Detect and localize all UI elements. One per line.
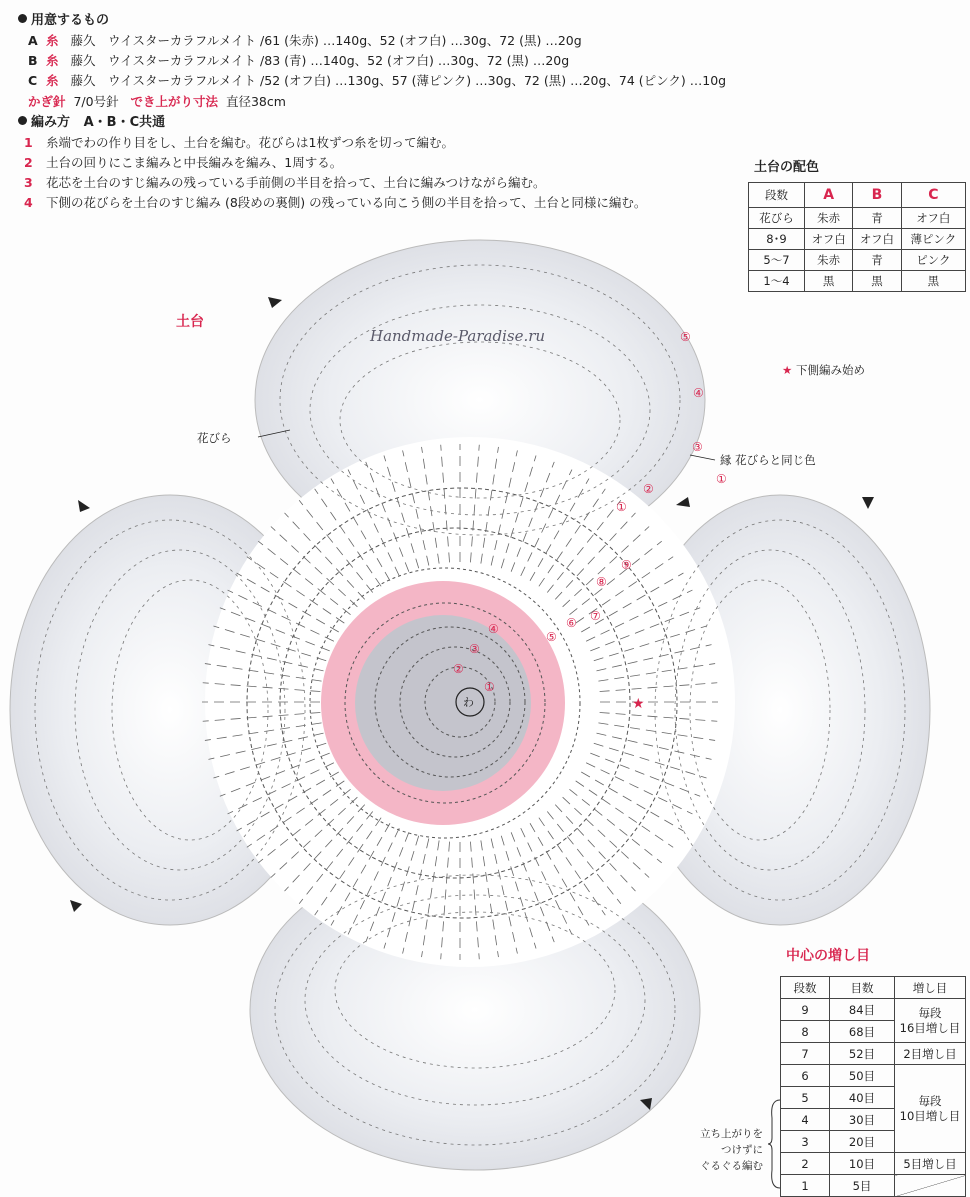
round-marker: ⑧ [596, 575, 607, 589]
watermark: Handmade-Paradise.ru [370, 327, 546, 345]
petal-label: 花びら [197, 431, 232, 445]
round-marker: ① [716, 472, 727, 486]
triangle-marker-icon [70, 900, 82, 912]
table-header: B [853, 183, 901, 208]
method-heading: 編み方 A・B・C共通 [18, 111, 165, 130]
round-marker: ⑨ [621, 558, 632, 572]
table-header: A [805, 183, 853, 208]
round-marker: ⑥ [566, 616, 577, 630]
step-1: 1 糸端でわの作り目をし、土台を編む。花びらは1枚ずつ糸を切って編む。 [24, 135, 454, 150]
table-row [781, 977, 966, 999]
yarn-line-b: B 糸 藤久 ウイスターカラフルメイト /83 (青) …140g、52 (オフ白) …30g、72 (黒) …20g [28, 53, 570, 68]
round-marker: ④ [693, 386, 704, 400]
table-row: 5 40目 [781, 1087, 966, 1109]
round-marker: ① [616, 500, 627, 514]
table-row: 1〜4 黒 黒 黒 [749, 271, 966, 292]
table-row: 1 5目 [781, 1175, 966, 1197]
round-marker: ⑦ [590, 609, 601, 623]
round-marker: ② [453, 662, 464, 676]
materials-heading: 用意するもの [18, 9, 109, 28]
edge-note: 縁 花びらと同じ色 [720, 453, 816, 467]
round-marker: ⑤ [680, 330, 691, 344]
triangle-marker-icon [78, 500, 90, 512]
table-header: C [901, 183, 965, 208]
round-marker: ④ [488, 622, 499, 636]
hook-size-line: かぎ針 7/0号針 でき上がり寸法 直径38cm [28, 94, 286, 109]
table-row: 8･9 オフ白 オフ白 薄ピンク [749, 229, 966, 250]
increase-table-title: 中心の増し目 [786, 948, 870, 964]
round-marker: ① [484, 680, 495, 694]
table-header: 目数 [830, 977, 895, 999]
table-header: 増し目 [895, 977, 966, 999]
table-row: 7 52目 2目増し目 [781, 1043, 966, 1065]
table-header: 段数 [749, 183, 805, 208]
triangle-marker-icon [862, 497, 874, 509]
round-marker: ② [643, 482, 654, 496]
color-table-title: 土台の配色 [754, 160, 820, 175]
round-marker: ③ [469, 642, 480, 656]
step-3: 3 花芯を土台のすじ編みの残っている手前側の半目を拾って、土台に編みつけながら編む。 [24, 175, 546, 190]
table-row: 8 68目 [781, 1021, 966, 1043]
table-row: 5〜7 朱赤 青 ピンク [749, 250, 966, 271]
triangle-marker-icon [268, 297, 282, 308]
table-row: 4 30目 [781, 1109, 966, 1131]
star-icon: ★ [632, 696, 645, 712]
round-marker: ⑤ [546, 630, 557, 644]
step-2: 2 土台の回りにこま編みと中長編みを編み、1周する。 [24, 155, 343, 170]
star-icon: ★ [782, 363, 793, 377]
table-row: 3 20目 [781, 1131, 966, 1153]
table-row: 花びら 朱赤 青 オフ白 [749, 208, 966, 229]
step-4: 4 下側の花びらを土台のすじ編み (8段めの裏側) の残っている向こう側の半目を拾って、土台と同様に編む。 [24, 195, 647, 210]
side-note: 立ち上がりを つけずに ぐるぐる編む [700, 1128, 763, 1172]
increase-table [780, 976, 966, 1197]
round-marker: ③ [692, 440, 703, 454]
start-note: ★ 下側編み始め [782, 363, 865, 377]
yarn-line-a: A 糸 藤久 ウイスターカラフルメイト /61 (朱赤) …140g、52 (オフ白) …30g、72 (黒) …20g [28, 33, 582, 48]
bracket-icon [768, 1098, 782, 1190]
yarn-line-c: C 糸 藤久 ウイスターカラフルメイト /52 (オフ白) …130g、57 (薄ピンク) …30g、72 (黒) …20g、74 (ピンク) …10g [28, 73, 727, 88]
center-label: わ [463, 696, 474, 709]
table-row: 9 84目 毎段 16目増し目 [781, 999, 966, 1021]
table-header: 段数 [781, 977, 830, 999]
diagram-title: 土台 [176, 314, 204, 330]
triangle-marker-icon [676, 497, 690, 507]
table-row: 6 50目 毎段 10目増し目 [781, 1065, 966, 1087]
core-circle [355, 615, 531, 791]
table-row: 2 10目 5目増し目 [781, 1153, 966, 1175]
